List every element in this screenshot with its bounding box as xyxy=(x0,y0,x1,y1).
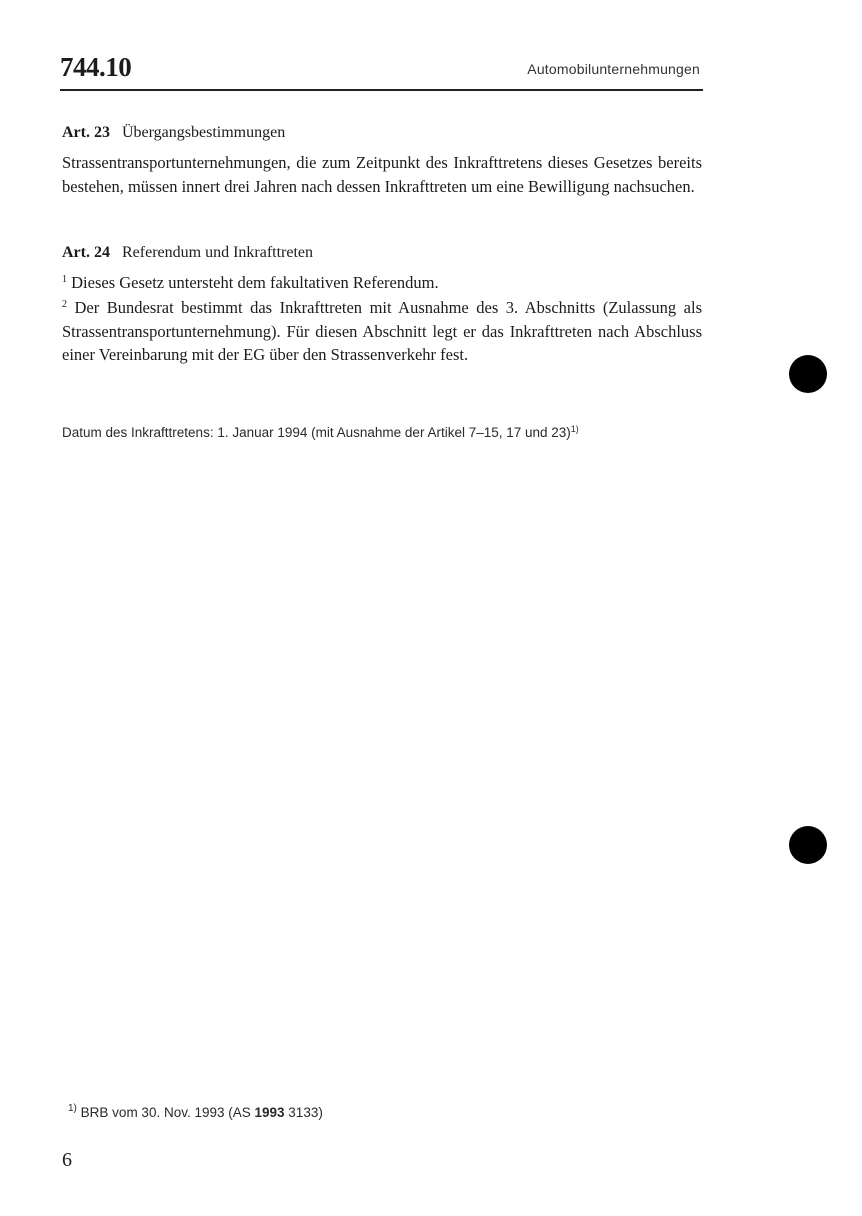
article-24-title: Referendum und Inkrafttreten xyxy=(121,244,314,261)
paragraph-text: Der Bundesrat bestimmt das Inkrafttreten mit Ausnahme des 3. Abschnitts (Zulassung als Strassentransportunternehmung). Für diesen Abschnitt legt er das Inkrafttreten nach Abschluss einer Vereinbarung mit der EG über den Strassenverkehr fest. xyxy=(62,298,702,364)
punch-hole-upper xyxy=(789,355,827,393)
article-23-title: Übergangsbestimmungen xyxy=(121,124,286,141)
footnote-marker: 1) xyxy=(68,1103,77,1114)
punch-hole-lower xyxy=(789,826,827,864)
footnote-bold-year: 1993 xyxy=(254,1105,285,1120)
footnote-text-after: 3133) xyxy=(284,1105,323,1120)
footnote-reference: 1) xyxy=(570,424,579,434)
document-number: 744.10 xyxy=(60,52,132,82)
article-23-label: Art. 23 xyxy=(62,124,110,141)
footnote-text-before: BRB vom 30. Nov. 1993 (AS xyxy=(80,1105,255,1120)
effective-date-text: Datum des Inkrafttretens: 1. Januar 1994 (mit Ausnahme der Artikel 7–15, 17 und 23) xyxy=(62,425,571,440)
paragraph-number: 1 xyxy=(62,274,67,285)
article-24-label: Art. 24 xyxy=(62,244,110,261)
footnote xyxy=(68,1105,323,1120)
article-24-paragraph-2 xyxy=(62,296,702,367)
article-23-heading xyxy=(62,124,285,142)
article-23-paragraph: Strassentransportunternehmungen, die zum Zeitpunkt des Inkrafttretens dieses Gesetzes bereits bestehen, müssen innert drei Jahren nach dessen Inkrafttreten um eine Bewilligung nachsuchen. xyxy=(62,153,702,196)
article-24-heading xyxy=(62,244,313,262)
header-rule xyxy=(60,89,703,91)
article-24-paragraph-1 xyxy=(62,271,702,295)
page-number: 6 xyxy=(62,1149,72,1171)
paragraph-text: Dieses Gesetz untersteht dem fakultativen Referendum. xyxy=(71,273,439,292)
paragraph-number: 2 xyxy=(62,299,67,310)
document-title: Automobilunternehmungen xyxy=(527,61,700,77)
effective-date-note xyxy=(62,425,579,440)
